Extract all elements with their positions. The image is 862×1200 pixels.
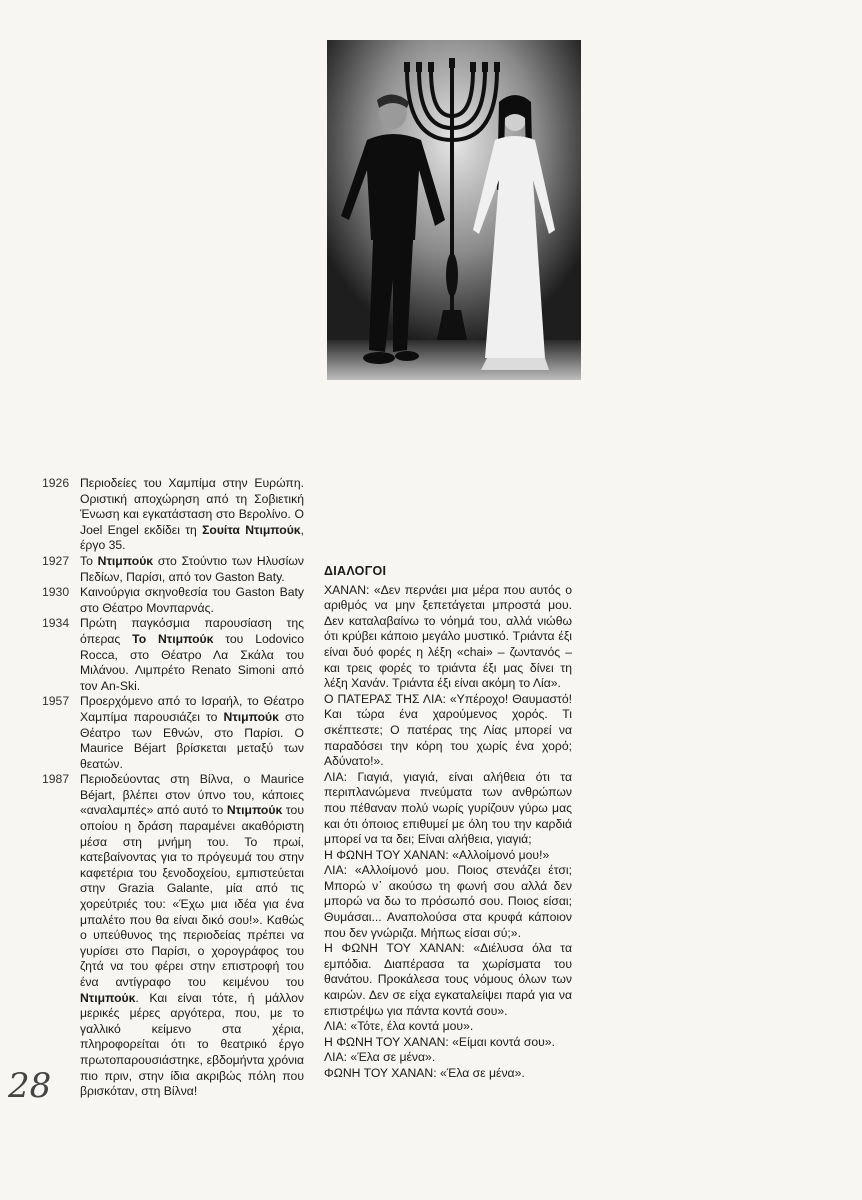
stage-photograph bbox=[327, 40, 581, 380]
dialogue-line: Η ΦΩΝΗ ΤΟΥ ΧΑΝΑΝ: «Αλλοίμονό μου!» bbox=[324, 847, 550, 862]
text-segment: . Και είναι τότε, ή μάλλον μερικές μέρες αργότερα, που, με το γαλλικό κείμενο στα χέρια, πληροφορείται ότι το θεατρικό έργο πρωτοπαρουσιάστηκε, εβδομήντα χρόνια πιο πριν, στην ίδια ακριβώς πόλη που βρισκόταν, στη Βίλνα! bbox=[80, 990, 304, 1099]
timeline-entry bbox=[42, 694, 304, 772]
dialogue-line: ΛΙΑ: «Αλλοίμονό μου. Ποιος στενάζει έτσι; Μπορώ ν᾽ ακούσω τη φωνή σου αλλά δεν μπορώ να δω το πρόσωπό σου. Ποιος είσαι; Θυμάσαι... Αναπολούσα στα κρυφά κάποιον που δεν γνώριζα. Μήπως είσαι σύ;». bbox=[324, 863, 572, 940]
text-segment: , έργο 35. bbox=[80, 522, 304, 553]
timeline-text bbox=[80, 554, 304, 585]
text-segment: του Lodovico Rocca, στο Θέατρο Λα Σκάλα του Μιλάνου. Λιμπρέτο Renato Simoni από τον An-Ski. bbox=[80, 631, 304, 693]
section-heading: ΔΙΑΛΟΓΟΙ bbox=[324, 564, 387, 578]
dancers-menorah-image bbox=[327, 40, 581, 380]
text-segment: του οποίου η δράση παραμένει ακαθόριστη μέσα στη μνήμη του. Το πρωί, κατεβαίνοντας για το πρόγευμά του στην καφετέρια του ξενοδοχείου, εμπιστεύεται στην Grazia Galante, μία από τις χορεύτριές του: «Έχω μια ιδέα για ένα μπαλέτο που θα είναι δικό σου!». Καθώς ο υπεύθυνος της περιοδείας πρέπει να γυρίσει στο Παρίσι, ο χορογράφος του ζητά να του φέρει στην επιστροφή του ένα αντίγραφο του κειμένου του bbox=[80, 803, 304, 989]
dialogue-line: ΧΑΝΑΝ: «Δεν περνάει μια μέρα που αυτός ο αριθμός να μην ξεπετάγεται μπροστά μου. Δεν καταλαβαίνω το νόημά του, αλλά νιώθω ότι κρύβει κάποιο μεγάλο μυστικό. Τριάντα έξι είναι δυό φορές η λέξη «chai» – ζωντανός – και τρεις φορές το τριάντα έξι μας δίνει τη λέξη Χανάν. Τριάντα έξι είναι ακόμη το Λία». bbox=[324, 582, 572, 691]
timeline-entry bbox=[42, 476, 304, 554]
text-segment: Περιοδεύοντας στη Βίλνα, ο Maurice Béjart, βλέπει στον ύπνο του, κάποιες «αναλαμπές» από αυτό το bbox=[80, 772, 304, 818]
text-segment: Καινούργια σκηνοθεσία του Gaston Baty στο Θέατρο Μονπαρνάς. bbox=[80, 585, 304, 615]
dialogue-line: ΛΙΑ: Γιαγιά, γιαγιά, είναι αλήθεια ότι τα περιπλανώμενα πνεύματα των ανθρώπων που πέθαναν πολύ νωρίς γυρίζουν γύρω μας και ότι όποιος επιθυμεί με όλη του την καρδιά μπορεί να τα δει; Είναι αλήθεια, γιαγιά; bbox=[324, 769, 572, 847]
bold-title: Ντιμπούκ bbox=[80, 990, 136, 1005]
timeline-year: 1987 bbox=[42, 772, 70, 787]
text-segment: στο Στούντιο των Ηλυσίων Πεδίων, Παρίσι, από τον Gaston Baty. bbox=[80, 553, 304, 584]
text-segment: Το bbox=[80, 553, 98, 568]
timeline-year: 1926 bbox=[42, 476, 70, 490]
timeline-section bbox=[42, 476, 304, 1100]
timeline-year: 1957 bbox=[42, 694, 70, 709]
timeline-text bbox=[80, 772, 304, 1099]
dialogue-line: Ο ΠΑΤΕΡΑΣ ΤΗΣ ΛΙΑ: «Υπέροχο! Θαυμαστό! Και τώρα ένα χαρούμενος χορός. Τι σκέπτεστε; Ο πατέρας της Λίας μπορεί να παραδόσει την κόρη του χωρίς ένα χορό; Αδύνατο!». bbox=[324, 691, 572, 769]
text-segment: Περιοδείες του Χαμπίμα στην Ευρώπη. Οριστική αποχώρηση από τη Σοβιετική Ένωση και εγκατάσταση στο Βερολίνο. Ο Joel Engel εκδίδει τη bbox=[80, 476, 304, 537]
bold-title: Ντιμπούκ bbox=[223, 709, 279, 724]
text-segment: στο Θέατρο των Εθνών, στο Παρίσι. Ο Maurice Béjart βρίσκεται μεταξύ των θεατών. bbox=[80, 709, 304, 771]
dialogue-line: Η ΦΩΝΗ ΤΟΥ ΧΑΝΑΝ: «Είμαι κοντά σου». bbox=[324, 1034, 555, 1049]
timeline-year: 1930 bbox=[42, 585, 70, 600]
text-segment: Πρώτη παγκόσμια παρουσίαση της όπερας bbox=[80, 616, 304, 646]
dialogue-line: Η ΦΩΝΗ ΤΟΥ ΧΑΝΑΝ: «Διέλυσα όλα τα εμπόδια. Διαπέρασα τα χωρίσματα του θανάτου. Προκάλεσα τους νόμους όλων των καιρών. Δεν σε είχα εγκαταλείψει παρά για να επιστρέψω για πάντα κοντά σου». bbox=[324, 941, 572, 1018]
page-number: 28 bbox=[8, 1066, 52, 1106]
text-segment: Προερχόμενο από το Ισραήλ, το Θέατρο Χαμπίμα παρουσιάζει το bbox=[80, 694, 304, 724]
timeline-entry bbox=[42, 554, 304, 585]
dialogue-line: ΛΙΑ: «Τότε, έλα κοντά μου». bbox=[324, 1019, 474, 1034]
dialogues-section bbox=[324, 564, 572, 1082]
timeline-entry bbox=[42, 772, 304, 1099]
dialogue-line: ΦΩΝΗ ΤΟΥ ΧΑΝΑΝ: «Έλα σε μένα». bbox=[324, 1066, 525, 1080]
timeline-text bbox=[80, 694, 304, 772]
timeline-year: 1934 bbox=[42, 616, 70, 631]
timeline-entry bbox=[42, 616, 304, 694]
bold-title: Ντιμπούκ bbox=[97, 553, 154, 568]
timeline-text bbox=[80, 616, 304, 694]
timeline-year: 1927 bbox=[42, 553, 70, 568]
bold-title: Σουίτα Ντιμπούκ bbox=[202, 522, 301, 537]
bold-title: Ντιμπούκ bbox=[226, 803, 283, 818]
timeline-text bbox=[80, 585, 304, 616]
timeline-text bbox=[80, 476, 304, 554]
bold-title: Το Ντιμπούκ bbox=[132, 631, 214, 646]
timeline-entry bbox=[42, 585, 304, 616]
dialogue-line: ΛΙΑ: «Έλα σε μένα». bbox=[324, 1050, 436, 1065]
